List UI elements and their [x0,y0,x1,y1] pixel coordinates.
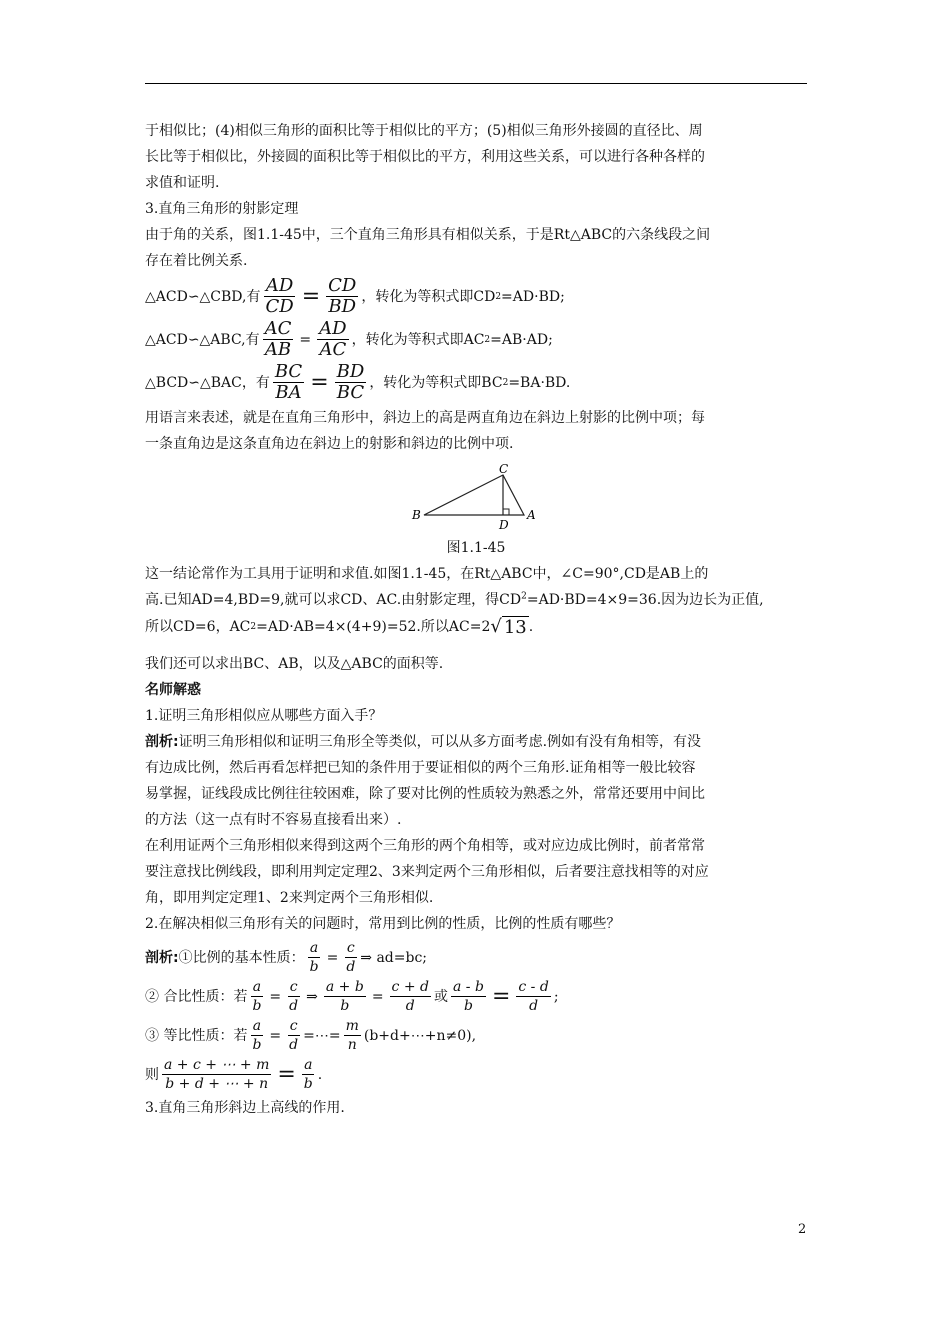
page-number: 2 [798,1222,807,1237]
fraction: $\frac{AD}{CD}$ [265,275,294,317]
fraction: $\frac{a}{b}$ [252,979,262,1014]
example-text: 我们还可以求出BC、AB，以及△ABC的面积等. [145,656,444,672]
fraction: $\frac{AC}{AB}$ [264,318,292,360]
property-equal-ratio-result: 则 $\frac{a + c + \cdots + m}{b + d + \cdots + n}$ = $\frac{a}{b}$ . [145,1057,323,1092]
section-title: 3.直角三角形的射影定理 [145,201,299,217]
intro-line: 于相似比；(4)相似三角形的面积比等于相似比的平方；(5)相似三角形外接圆的直径比、周 [145,123,703,139]
fraction: $\frac{BD}{BC}$ [336,361,365,403]
fraction: $\frac{c}{d}$ [289,1018,299,1053]
subsection-title: 名师解惑 [145,682,201,698]
fraction: $\frac{a - b}{b}$ [452,979,484,1014]
section-text: 一条直角边是这条直角边在斜边上的射影和斜边的比例中项. [145,436,514,452]
fraction: $\frac{a}{b}$ [252,1018,262,1053]
section-text: 存在着比例关系. [145,253,248,269]
fraction: $\frac{a + c + \cdots + m}{b + d + \cdots + n}$ [164,1057,270,1092]
fraction: $\frac{m}{n}$ [345,1018,359,1053]
equation-3: △BCD∽△BAC，有 $\frac{BC}{BA}$ = $\frac{BD}{BC}$ ，转化为等积式即BC 2 =BA·BD. [145,361,571,403]
property-sum: ② 合比性质：若 $\frac{a}{b}$ = $\frac{c}{d}$ ⇒ $\frac{a + b}{b}$ = $\frac{c + d}{d}$ 或 $\frac{a - b}{b}$ = $\frac{c - d}{d}$ ; [145,979,559,1014]
answer: 的方法（这一点有时不容易直接看出来）. [145,812,402,828]
right-triangle-diagram [406,463,546,531]
property-basic: 剖析: ①比例的基本性质： $\frac{a}{b}$ = $\frac{c}{d}$ ⇒ ad=bc; [145,940,428,975]
answer: 易掌握，证线段成比例往往较困难，除了要对比例的性质较为熟悉之外，常常还要用中间比 [145,786,705,802]
fraction: $\frac{a + b}{b}$ [325,979,364,1014]
example-text: 这一结论常作为工具用于证明和求值.如图1.1-45，在Rt△ABC中，∠C=90°,CD是AB上的 [145,566,709,582]
question: 3.直角三角形斜边上高线的作用. [145,1100,345,1116]
equation-2: △ACD∽△ABC,有 $\frac{AC}{AB}$ = $\frac{AD}{AC}$ ，转化为等积式即AC 2 =AB·AD; [145,318,553,360]
answer: 角，即用判定定理1、2来判定两个三角形相似. [145,890,434,906]
fraction: $\frac{a}{b}$ [303,1057,313,1092]
label-b: B [412,508,421,522]
answer: 要注意找比例线段，即利用判定定理2、3来判定两个三角形相似，后者要注意找相等的对应 [145,864,709,880]
example-text: 高.已知AD=4,BD=9,就可以求CD、AC.由射影定理，得$CD^2=AD\cdot BD=4\times 9=36$.因为边长为正值, [145,591,764,608]
answer: 有边成比例，然后再看怎样把已知的条件用于要证相似的两个三角形.证角相等一般比较容 [145,760,696,776]
equation-1: △ACD∽△CBD,有 $\frac{AD}{CD}$ = $\frac{CD}{BD}$ ，转化为等积式即CD 2 =AD·BD; [145,275,565,317]
header-rule [145,83,807,84]
label-d: D [499,518,509,531]
section-text: 由于角的关系，图1.1-45中，三个直角三角形具有相似关系，于是Rt△ABC的六条线段之间 [145,227,711,243]
fraction: $\frac{CD}{BD}$ [328,275,357,317]
question: 1.证明三角形相似应从哪些方面入手？ [145,708,383,724]
intro-line: 长比等于相似比，外接圆的面积比等于相似比的平方，利用这些关系，可以进行各种各样的 [145,149,705,165]
page-content [145,118,807,1121]
fraction: $\frac{BC}{BA}$ [274,361,303,403]
question: 2.在解决相似三角形有关的问题时，常用到比例的性质，比例的性质有哪些？ [145,916,621,932]
fraction: $\frac{c}{d}$ [289,979,299,1014]
fraction: $\frac{AD}{AC}$ [319,318,347,360]
right-angle-mark [503,509,509,515]
triangle-figure [145,463,807,535]
fraction: $\frac{c}{d}$ [346,940,356,975]
answer: 在利用证两个三角形相似来得到这两个三角形的两个角相等，或对应边成比例时，前者常常 [145,838,705,854]
example-text: 所以CD=6，AC 2 =AD·AB=4×(4+9)=52.所以AC=2 √ 13 . [145,616,534,638]
answer: 剖析:证明三角形相似和证明三角形全等类似，可以从多方面考虑.例如有没有角相等，有没 [145,734,702,750]
fraction: $\frac{c + d}{d}$ [391,979,429,1014]
fraction: $\frac{a}{b}$ [309,940,319,975]
intro-line: 求值和证明. [145,175,220,191]
label-a: A [527,508,536,522]
figure-caption: 图1.1-45 [446,540,506,556]
section-text: 用语言来表述，就是在直角三角形中，斜边上的高是两直角边在斜边上射影的比例中项；每 [145,410,705,426]
fraction: $\frac{c - d}{d}$ [518,979,549,1014]
label-c: C [499,463,509,476]
sqrt: √ 13 [490,616,527,638]
property-equal-ratio: ③ 等比性质：若 $\frac{a}{b}$ = $\frac{c}{d}$ =⋯= $\frac{m}{n}$ (b+d+⋯+n≠0), [145,1018,477,1053]
